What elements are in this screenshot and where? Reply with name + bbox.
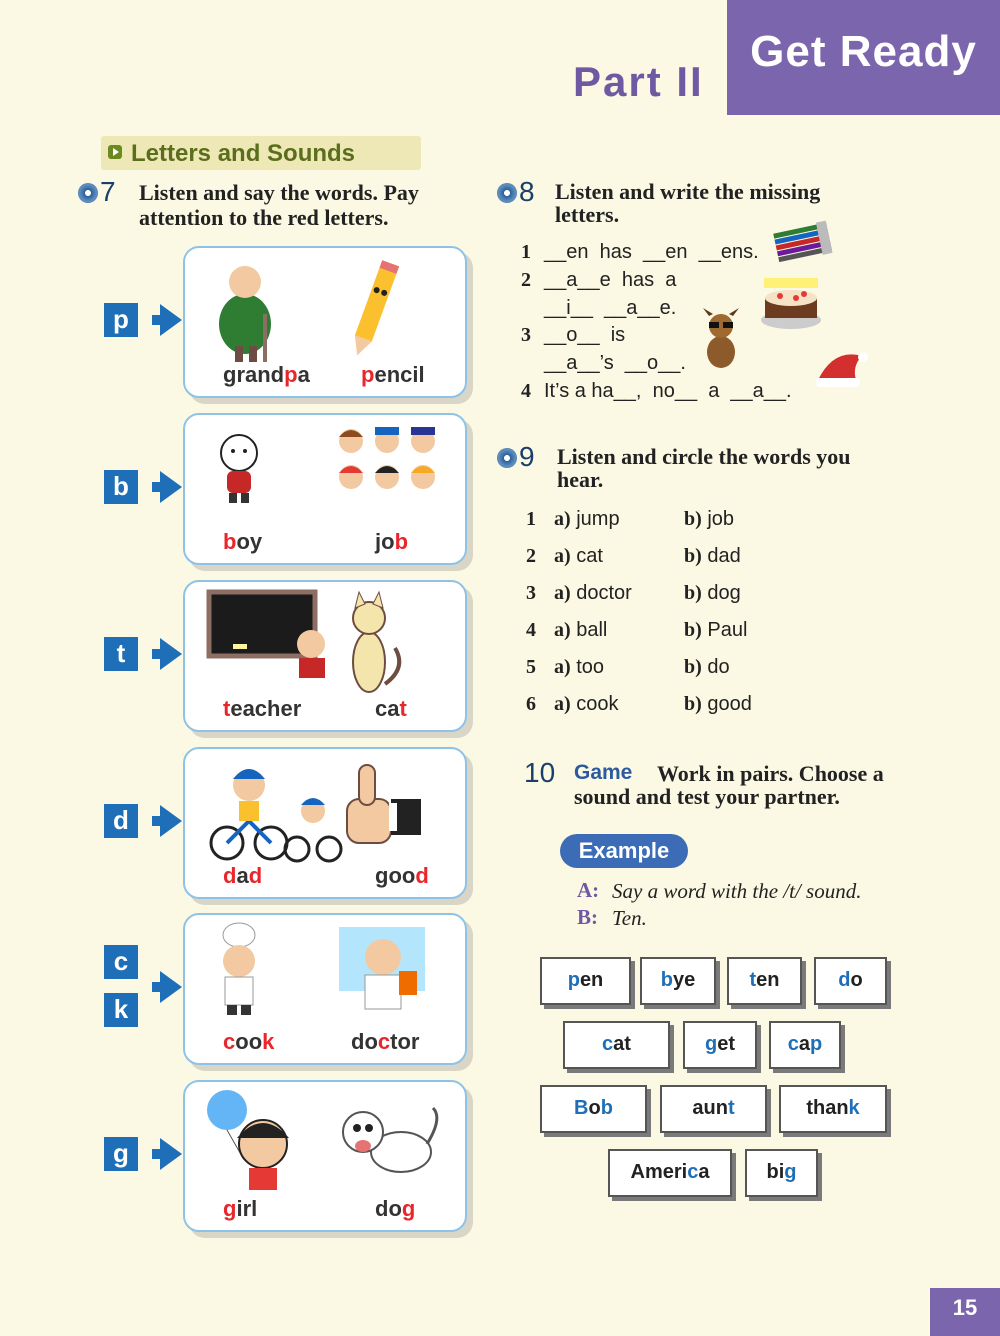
speaker-a-text: Say a word with the /t/ sound. (612, 879, 862, 903)
letter-card (183, 413, 467, 565)
cd-icon (78, 183, 98, 203)
red-letter: k (262, 1029, 275, 1054)
ex10-instruction: Work in pairs. Choose a sound and test your partner. (574, 761, 884, 809)
grandpa-picture (205, 254, 345, 364)
card-word-2 (351, 1029, 419, 1055)
red-letter: d (415, 863, 429, 888)
word-box[interactable] (608, 1149, 732, 1197)
sound-letter: g (784, 1161, 797, 1183)
option-b[interactable]: b) do (684, 656, 730, 678)
item-number: 2 (526, 545, 536, 567)
item-number: 6 (526, 693, 536, 715)
word-box[interactable] (779, 1085, 887, 1133)
option-a[interactable]: a) doctor (554, 582, 632, 604)
letter-label: t (104, 637, 138, 671)
ex7-instruction: Listen and say the words. Pay attention to the red letters. (139, 180, 419, 230)
teacher-picture (205, 588, 345, 698)
word-box[interactable] (640, 957, 716, 1005)
word-part: a (798, 1033, 811, 1055)
word-part: ca (375, 696, 400, 721)
arrow-right-icon (160, 471, 182, 503)
word-box[interactable] (660, 1085, 767, 1133)
letter-label: d (104, 804, 138, 838)
card-word-1 (223, 529, 262, 555)
boy-picture (205, 421, 345, 531)
ex8-line (521, 241, 759, 264)
ex8-line (521, 269, 676, 292)
word-part: bi (766, 1161, 785, 1183)
word-part: a (236, 863, 249, 888)
red-letter: p (361, 362, 375, 387)
red-letter: g (223, 1196, 237, 1221)
option-a[interactable]: a) cat (554, 545, 603, 567)
santa-hat-picture (812, 346, 870, 392)
item-number: 4 (526, 619, 536, 641)
ex8-line (521, 324, 625, 347)
letter-card (183, 1080, 467, 1232)
get-ready-banner: Get Ready (727, 0, 1000, 115)
word-part: grand (223, 362, 285, 387)
dog-picture (333, 1088, 453, 1198)
letter-card (183, 913, 467, 1065)
ex8-line (521, 352, 686, 375)
fill-in-text[interactable]: __a__e has a (544, 269, 677, 291)
red-letter: c (223, 1029, 236, 1054)
red-letter: b (394, 529, 409, 554)
option-b[interactable]: b) good (684, 693, 752, 715)
ex9-number: 9 (497, 441, 535, 473)
word-part: oy (236, 529, 263, 554)
option-a[interactable]: a) too (554, 656, 605, 678)
red-letter: d (248, 863, 263, 888)
sound-letter: p (567, 969, 580, 991)
word-part: encil (374, 362, 425, 387)
word-box[interactable] (745, 1149, 818, 1197)
ex10-game-label: Game (574, 761, 633, 784)
page-number: 15 (930, 1288, 1000, 1336)
card-word-1 (223, 863, 262, 889)
example-badge: Example (560, 834, 688, 868)
children-picture (333, 421, 453, 531)
letter-label: c (104, 945, 138, 979)
cook-picture (205, 921, 345, 1031)
card-word-1 (223, 1196, 257, 1222)
ex8-line (521, 380, 792, 403)
arrow-right-icon (160, 971, 182, 1003)
word-box[interactable] (683, 1021, 757, 1069)
markers-picture (772, 220, 834, 266)
ex10-number: 10 (524, 757, 556, 788)
letter-label: p (104, 303, 138, 337)
arrow-right-icon (160, 1138, 182, 1170)
word-box[interactable] (727, 957, 802, 1005)
item-number: 1 (526, 508, 536, 530)
red-letter: p (284, 362, 298, 387)
item-number: 1 (521, 241, 531, 263)
word-part: Ameri (630, 1161, 688, 1183)
word-part: goo (375, 863, 416, 888)
ex8-line (521, 297, 676, 320)
word-part: irl (236, 1196, 258, 1221)
red-letter: d (223, 863, 237, 888)
ex7-number: 7 (78, 176, 116, 208)
word-part: a (698, 1161, 710, 1183)
option-a[interactable]: a) cook (554, 693, 619, 715)
sound-letter: c (687, 1161, 699, 1183)
card-word-1 (223, 696, 301, 722)
speaker-a-label: A: (577, 878, 600, 902)
red-letter: t (223, 696, 231, 721)
arrow-right-icon (160, 304, 182, 336)
word-part: tor (390, 1029, 420, 1054)
word-part: et (717, 1033, 735, 1055)
word-part: o (850, 969, 863, 991)
word-part: o (588, 1097, 601, 1119)
word-part: eacher (230, 696, 302, 721)
red-letter: b (223, 529, 237, 554)
pencil-picture (333, 254, 453, 364)
letter-card (183, 747, 467, 899)
ex8-instruction: Listen and write the missing letters. (555, 179, 821, 227)
option-a[interactable]: a) jump (554, 508, 620, 530)
word-part: at (613, 1033, 631, 1055)
letter-label: g (104, 1137, 138, 1171)
card-word-1 (223, 1029, 274, 1055)
arrow-right-icon (160, 805, 182, 837)
option-b[interactable]: b) dad (684, 545, 741, 567)
sound-letter: b (660, 969, 673, 991)
word-part: a (297, 362, 310, 387)
item-number: 3 (526, 582, 536, 604)
card-word-2 (361, 362, 425, 388)
item-number: 2 (521, 269, 531, 291)
sound-letter: d (838, 969, 851, 991)
word-part: en (579, 969, 604, 991)
play-icon (108, 145, 122, 159)
word-box[interactable] (769, 1021, 841, 1069)
sound-letter: c (787, 1033, 799, 1055)
card-word-2 (375, 1196, 415, 1222)
word-part: aun (692, 1097, 728, 1119)
sound-letter: b (600, 1097, 613, 1119)
sound-letter: t (727, 1097, 735, 1119)
section-title: Letters and Sounds (131, 140, 356, 167)
card-word-2 (375, 863, 429, 889)
fill-in-text[interactable]: It’s a ha__, no__ a __a__. (544, 380, 792, 402)
item-number: 5 (526, 656, 536, 678)
ex8-number: 8 (497, 176, 535, 208)
word-part: en (756, 969, 780, 991)
cd-icon (497, 183, 517, 203)
fill-in-text[interactable]: __i__ __a__e. (544, 297, 677, 319)
item-number: 4 (521, 380, 531, 402)
red-letter: g (401, 1196, 416, 1221)
red-letter: c (377, 1029, 391, 1054)
card-word-2 (375, 529, 408, 555)
letter-card (183, 580, 467, 732)
ex9-instruction: Listen and circle the words you hear. (557, 444, 851, 492)
letter-label: k (104, 993, 138, 1027)
option-b[interactable]: b) Paul (684, 619, 748, 641)
word-part: than (806, 1097, 849, 1119)
arrow-right-icon (160, 638, 182, 670)
sound-letter: B (574, 1097, 589, 1119)
item-number: 3 (521, 324, 531, 346)
sound-letter: p (810, 1033, 823, 1055)
letter-card (183, 246, 467, 398)
word-part: ye (672, 969, 696, 991)
word-part: do (375, 1196, 402, 1221)
word-part: do (351, 1029, 378, 1054)
speaker-b-label: B: (577, 905, 598, 929)
speaker-b-text: Ten. (612, 906, 647, 930)
birthday-cake-picture (756, 276, 826, 332)
fill-in-text[interactable]: __en has __en __ens. (544, 241, 759, 263)
fill-in-text[interactable]: __a__’s __o__. (544, 352, 686, 374)
word-box[interactable] (540, 1085, 647, 1133)
dog-with-glasses-picture (697, 308, 745, 372)
card-word-1 (223, 362, 310, 388)
sound-letter: c (602, 1033, 614, 1055)
option-b[interactable]: b) dog (684, 582, 741, 604)
sound-letter: g (704, 1033, 718, 1055)
part-title: Part II (573, 58, 704, 105)
word-part: jo (375, 529, 395, 554)
word-box[interactable] (563, 1021, 670, 1069)
fill-in-text[interactable]: __o__ is (544, 324, 626, 346)
thumb-up-picture (333, 755, 453, 865)
word-part: oo (235, 1029, 263, 1054)
red-letter: t (399, 696, 407, 721)
letter-label: b (104, 470, 138, 504)
cat-picture (333, 588, 453, 698)
word-box[interactable] (540, 957, 631, 1005)
cd-icon (497, 448, 517, 468)
bicycles-picture (205, 755, 345, 865)
doctor-picture (333, 921, 453, 1031)
word-box[interactable] (814, 957, 887, 1005)
sound-letter: k (848, 1097, 860, 1119)
card-word-2 (375, 696, 407, 722)
sound-letter: t (749, 969, 757, 991)
option-a[interactable]: a) ball (554, 619, 608, 641)
option-b[interactable]: b) job (684, 508, 735, 530)
girl-picture (205, 1088, 345, 1198)
